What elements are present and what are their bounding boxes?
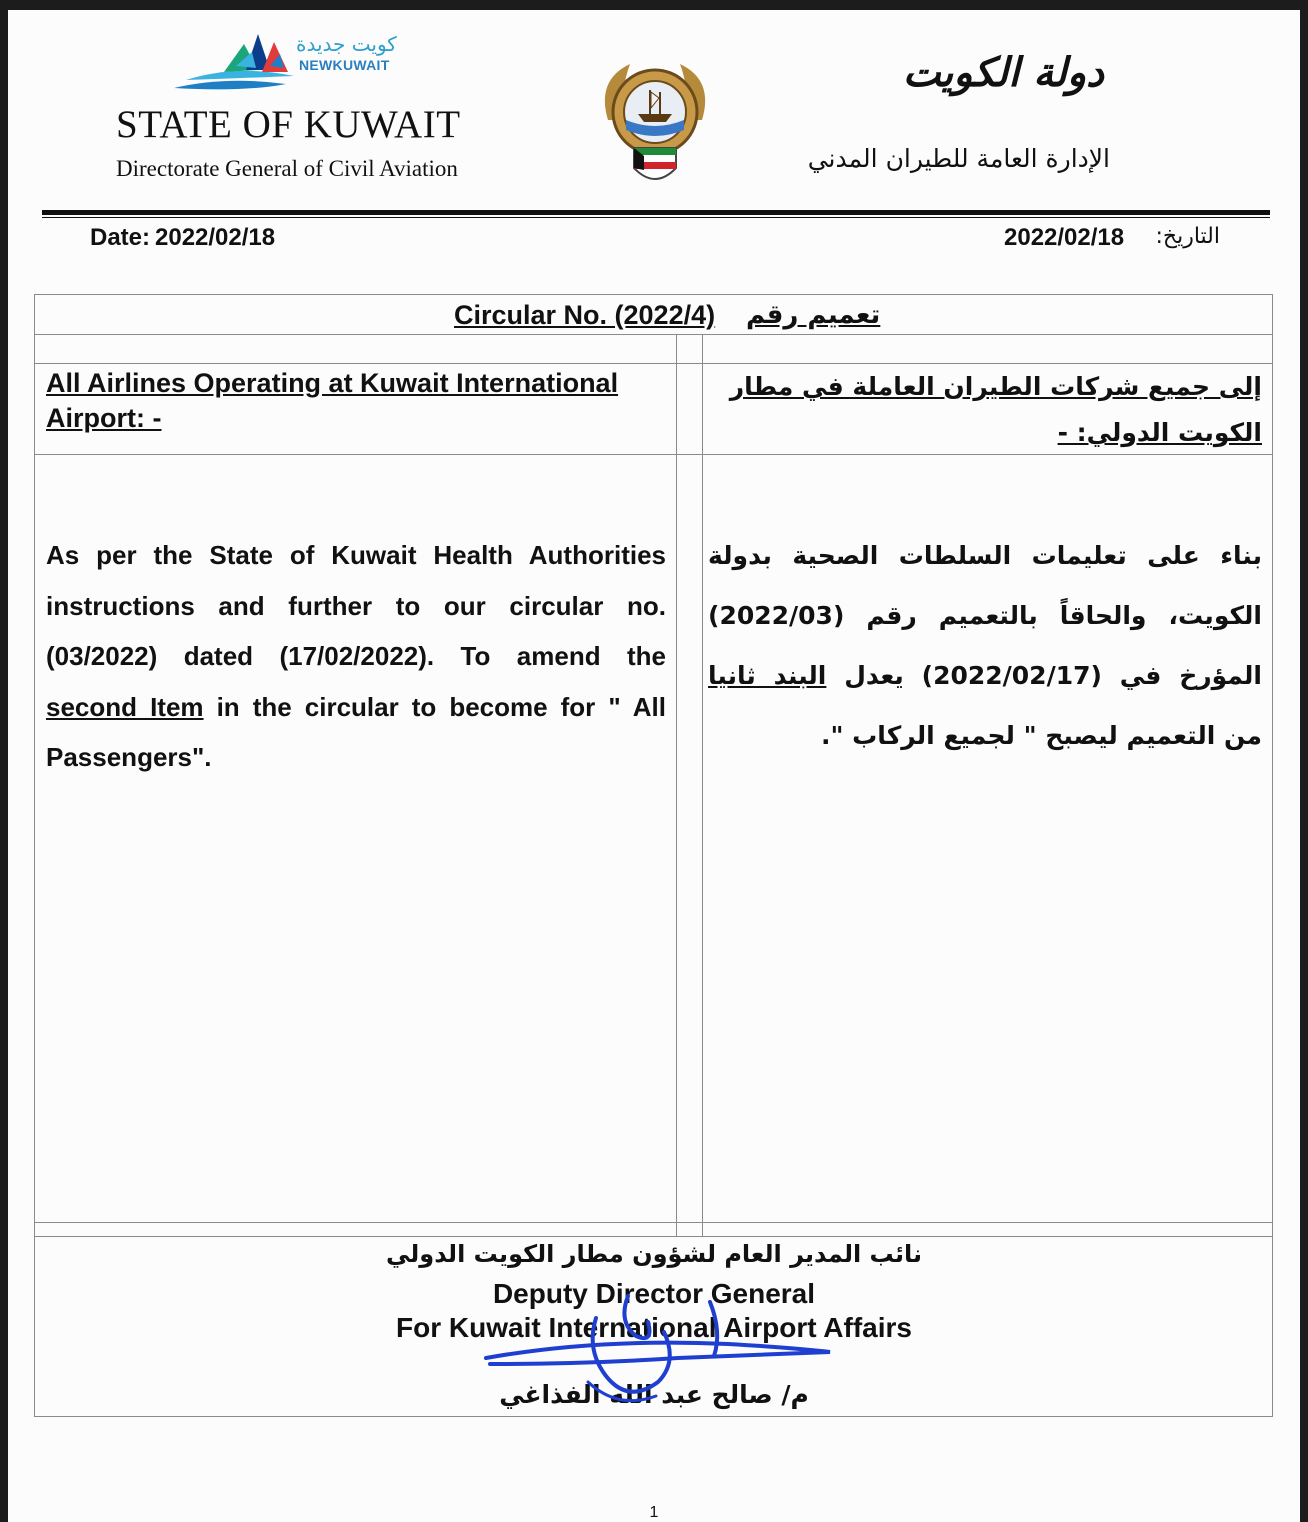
directorate-name-en: Directorate General of Civil Aviation [116, 156, 458, 181]
header-divider-thick [42, 210, 1270, 215]
body-en-part1: As per the State of Kuwait Health Authorities instructions and further to our circular no. (03/2022) dated (17/02/2022). To amend the [46, 540, 666, 672]
handwritten-signature [478, 1292, 838, 1412]
body-ar-part1: بناء على تعليمات السلطات الصحية بدولة الكويت، والحاقاً بالتعميم رقم (2022/03) المؤرخ في (2022/02/17) يعدل [708, 541, 1262, 690]
state-name-en: STATE OF KUWAIT [116, 103, 461, 146]
addressee-en: All Airlines Operating at Kuwait International Airport: - [46, 368, 619, 433]
addressee-ar: إلى جميع شركات الطيران العاملة في مطار الكويت الدولي: - [729, 372, 1262, 447]
logo-english-text: NEWKUWAIT [299, 57, 390, 73]
signatory-title-en-line2: For Kuwait International Airport Affairs [396, 1312, 912, 1343]
logo-arabic-text: كويت جديدة [296, 32, 397, 56]
state-name-ar: دولة الكويت [902, 50, 1104, 96]
body-text-ar [708, 526, 1262, 766]
body-ar-part2: من التعميم ليصبح " لجميع الركاب ". [820, 721, 1262, 750]
body-en-part2: in the circular to become for " All Passengers". [46, 691, 666, 773]
date-value-ar: 2022/02/18 [1004, 224, 1125, 251]
body-en-underlined: second Item [46, 691, 204, 722]
circular-number-ar: تعميم رقم [746, 300, 881, 330]
body-text-en [46, 530, 666, 783]
date-value-en: 2022/02/18 [155, 224, 276, 251]
document-page [8, 10, 1300, 1522]
body-ar-underlined: البند ثانيا [708, 661, 827, 690]
signatory-title-ar: نائب المدير العام لشؤون مطار الكويت الدولي [385, 1240, 922, 1268]
date-label-ar: التاريخ: [1155, 224, 1220, 249]
circular-number-en: Circular No. (2022/4) [454, 300, 716, 330]
directorate-name-ar: الإدارة العامة للطيران المدني [807, 144, 1110, 173]
kuwait-emblem-icon [590, 50, 720, 192]
header-divider-thin [42, 217, 1270, 218]
date-label-en: Date: [90, 224, 151, 251]
page-number: 1 [649, 1504, 659, 1521]
signatory-name-ar: م/ صالح عبد الله الفذاغي [499, 1380, 809, 1409]
signatory-title-en-line1: Deputy Director General [492, 1278, 816, 1309]
